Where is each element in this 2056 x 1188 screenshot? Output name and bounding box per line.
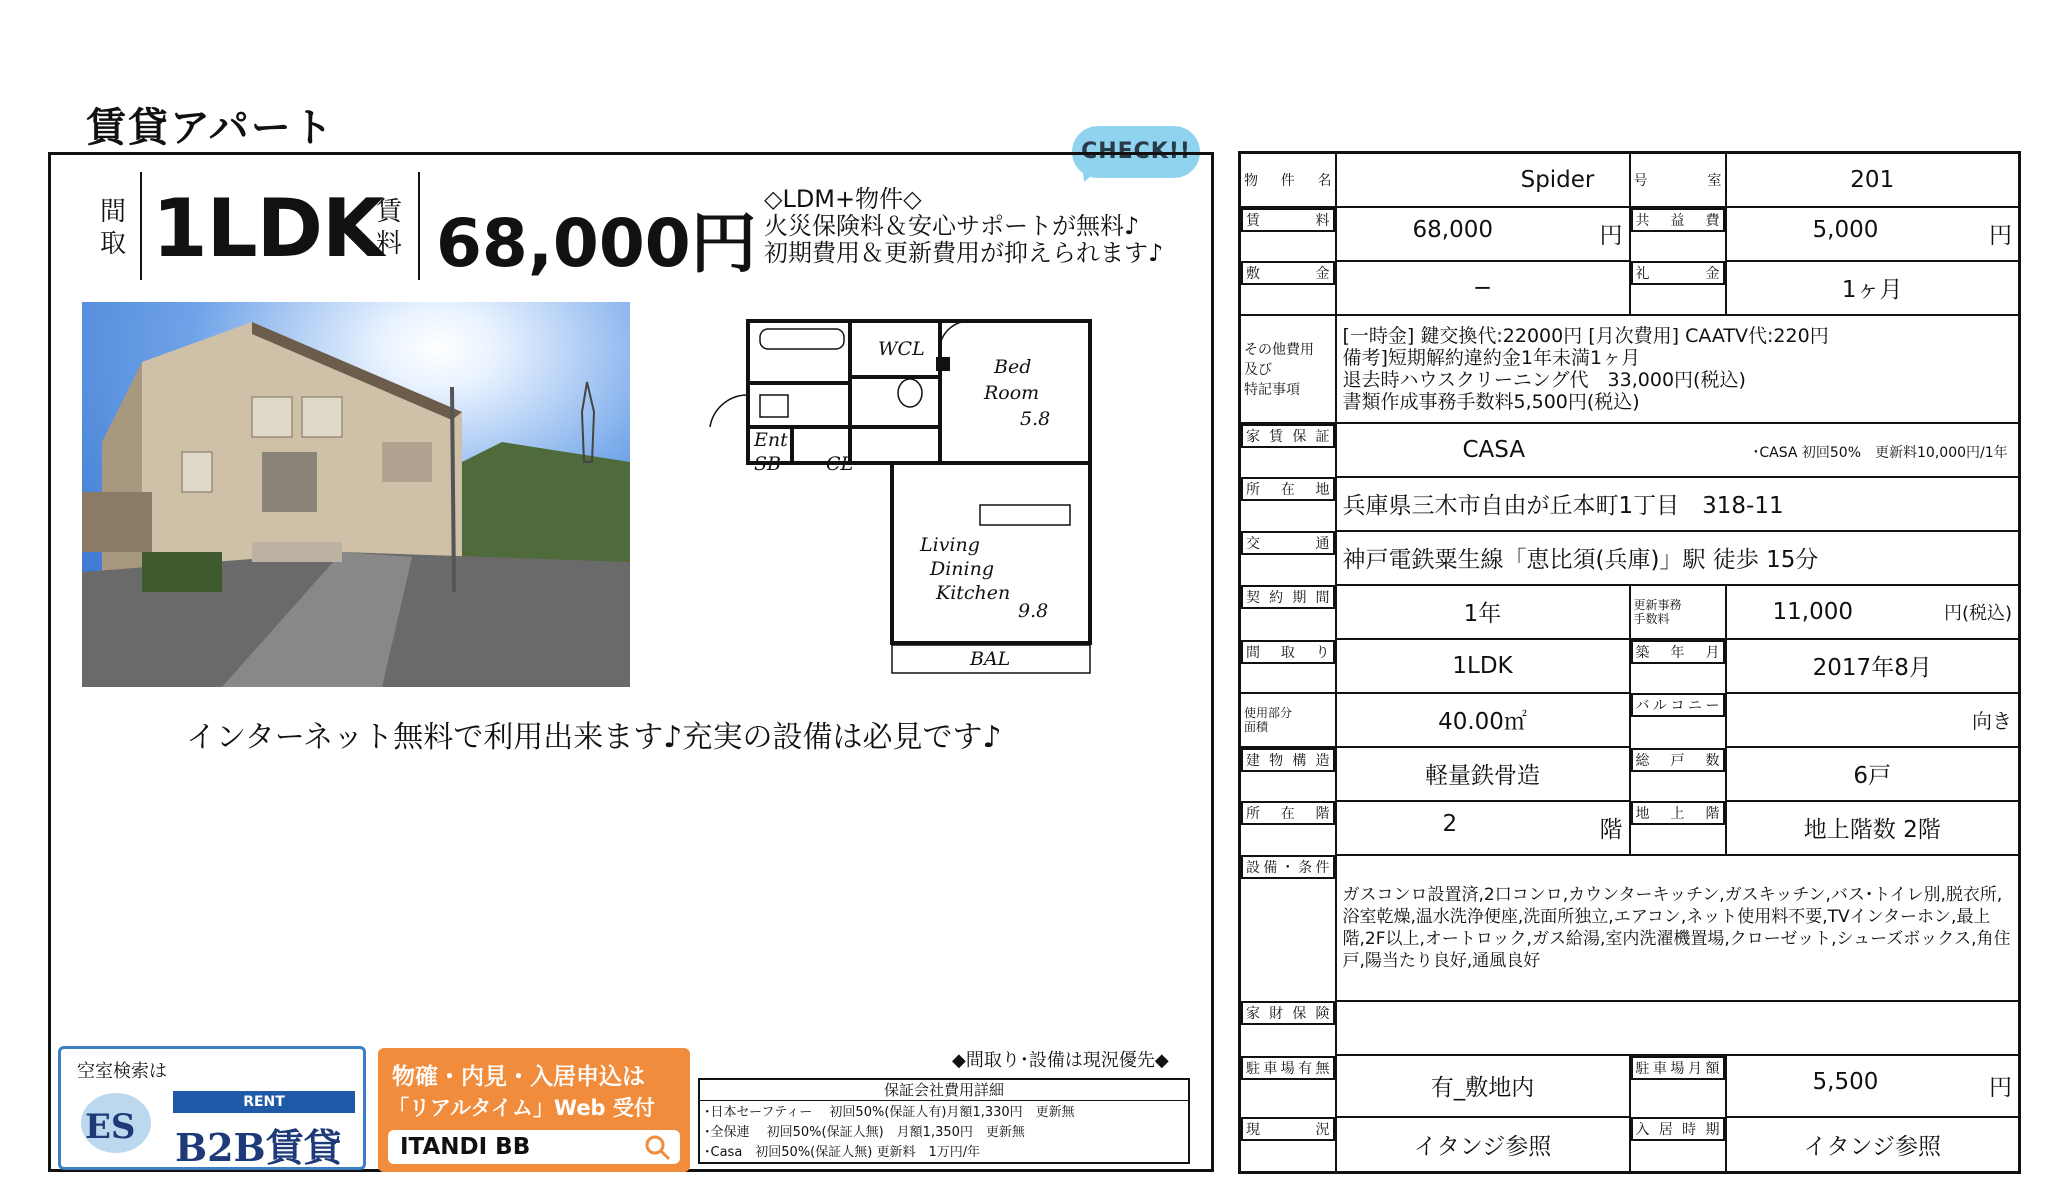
built-label: 築 年 月 — [1631, 640, 1725, 664]
property-name-label: 物 件 名 — [1240, 153, 1336, 207]
guarantee-line: ･全保連 初回50%(保証人無) 月額1,350円 更新無 — [704, 1125, 1025, 1140]
parking-fee-label: 駐 車 場 月 額 — [1631, 1056, 1725, 1080]
area-label: 使用部分 面積 — [1240, 693, 1336, 747]
status-value: イタンジ参照 — [1336, 1117, 1630, 1173]
page-title: 賃貸アパート — [86, 105, 335, 151]
room-label: SB — [754, 453, 781, 475]
table-row — [1240, 639, 2020, 693]
rent-value: 68,000円 — [436, 205, 757, 282]
room-label: 5.8 — [1020, 408, 1051, 430]
other-fees: [一時金] 鍵交換代:22000円 [月次費用] CAATV代:220円 備考]短期解約違約金1年未満1ヶ月 退去時ハウスクリーニング代 33,000円(税込) 書類作成事務手数料5,500円(税込) — [1336, 315, 2020, 423]
table-row — [1240, 207, 2020, 261]
guarantee-title: 保証会社費用詳細 — [700, 1080, 1188, 1101]
rent-label: 賃 料 — [1241, 208, 1335, 232]
facilities-value: ガスコンロ設置済,2口コンロ,カウンターキッチン,ガスキッチン,バス･トイレ別,脱衣所,浴室乾燥,温水洗浄便座,洗面所独立,エアコン,ネット使用料不要,TVインターホン,最上階,2F以上,オートロック,ガス給湯,室内洗濯機置場,クローゼット,シューズボックス,角住戸,陽当たり良好,通風良好 — [1336, 855, 2020, 1001]
structure-label: 建 物 構 造 — [1241, 748, 1335, 772]
floor-value: 2 階 — [1336, 801, 1630, 855]
room-label: Dining — [930, 558, 995, 580]
itandi-banner[interactable] — [378, 1048, 690, 1172]
table-row — [1240, 315, 2020, 423]
room-label: Ent — [754, 429, 788, 451]
layout-value: 1LDK — [152, 182, 384, 275]
parking-fee-value: 5,500 円 — [1726, 1055, 2020, 1117]
table-row — [1240, 855, 2020, 1001]
itandi-line2: 「リアルタイム」Web 受付 — [388, 1096, 655, 1120]
renewal-fee-value: 11,000 円(税込) — [1726, 585, 2020, 639]
address-label: 所 在 地 — [1241, 477, 1335, 501]
es-caption: 空室検索は — [77, 1061, 167, 1082]
table-row — [1240, 693, 2020, 747]
structure-value: 軽量鉄骨造 — [1336, 747, 1630, 801]
guarantee-line: ･Casa 初回50%(保証人無) 更新料 1万円/年 — [704, 1145, 981, 1160]
search-icon — [644, 1134, 672, 1162]
key-money-value: 1ヶ月 — [1726, 261, 2020, 315]
move-in-value: イタンジ参照 — [1726, 1117, 2020, 1173]
table-row — [1240, 801, 2020, 855]
detail-table — [1238, 151, 2021, 1174]
room-label: WCL — [878, 338, 925, 360]
move-in-label: 入 居 時 期 — [1631, 1117, 1725, 1141]
tagline: インターネット無料で利用出来ます♪充実の設備は必見です♪ — [186, 720, 1002, 755]
feature-line: ◇LDM+物件◇ — [764, 185, 922, 213]
guarantor-label: 家 賃 保 証 — [1241, 424, 1335, 448]
feature-line: 初期費用＆更新費用が抑えられます♪ — [764, 239, 1164, 267]
es-logo: ES — [85, 1107, 136, 1147]
balcony-value: 向き — [1726, 693, 2020, 747]
deposit-value: − — [1336, 261, 1630, 315]
check-badge: CHECK!! — [1072, 126, 1200, 178]
building-photo — [82, 302, 630, 687]
rent-value: 68,000 円 — [1336, 207, 1630, 261]
contract-value: 1年 — [1336, 585, 1630, 639]
contract-label: 契 約 期 間 — [1241, 585, 1335, 609]
room-label: Room — [984, 382, 1040, 404]
above-value: 地上階数 2階 — [1726, 801, 2020, 855]
table-row — [1240, 153, 2020, 207]
transit-value: 神戸電鉄粟生線「恵比須(兵庫)」駅 徒歩 15分 — [1336, 531, 2020, 585]
status-label: 現 況 — [1241, 1117, 1335, 1141]
feature-list — [764, 186, 1163, 267]
balcony-label: バ ル コ ニ ー — [1631, 693, 1725, 717]
table-row — [1240, 261, 2020, 315]
notice: ◆間取り･設備は現況優先◆ — [952, 1050, 1169, 1071]
table-row — [1240, 585, 2020, 639]
room-number: 201 — [1726, 153, 2020, 207]
es-b2b-banner[interactable] — [58, 1046, 366, 1170]
deposit-label: 敷 金 — [1241, 261, 1335, 285]
table-row — [1240, 531, 2020, 585]
feature-line: 火災保険料＆安心サポートが無料♪ — [764, 212, 1140, 240]
key-money-label: 礼 金 — [1631, 261, 1725, 285]
property-name: Spider — [1336, 153, 1630, 207]
table-row — [1240, 477, 2020, 531]
guarantor-value: CASA ･CASA 初回50% 更新料10,000円/1年 — [1336, 423, 2020, 477]
above-label: 地 上 階 — [1631, 801, 1725, 825]
room-label: Living — [920, 534, 980, 556]
table-row — [1240, 747, 2020, 801]
table-row — [1240, 423, 2020, 477]
divider — [140, 172, 142, 280]
guarantee-box — [698, 1078, 1190, 1164]
area-value: 40.00㎡ — [1336, 693, 1630, 747]
parking-label: 駐 車 場 有 無 — [1241, 1056, 1335, 1080]
units-value: 6戸 — [1726, 747, 2020, 801]
other-fees-label: その他費用 及び 特記事項 — [1240, 315, 1336, 423]
transit-label: 交 通 — [1241, 531, 1335, 555]
floor-label: 所 在 階 — [1241, 801, 1335, 825]
common-fee-label: 共 益 費 — [1631, 208, 1725, 232]
renewal-fee-label: 更新事務 手数料 — [1630, 585, 1726, 639]
units-label: 総 戸 数 — [1631, 748, 1725, 772]
itandi-name: ITANDI BB — [400, 1134, 531, 1160]
divider — [418, 172, 420, 280]
built-value: 2017年8月 — [1726, 639, 2020, 693]
room-label: Kitchen — [936, 582, 1011, 604]
layout-label: 間 取 — [99, 197, 126, 259]
layout-value: 1LDK — [1336, 639, 1630, 693]
table-row — [1240, 1055, 2020, 1117]
room-label: BAL — [970, 648, 1011, 670]
es-rent-strip: RENT — [173, 1091, 355, 1113]
address-value: 兵庫県三木市自由が丘本町1丁目 318-11 — [1336, 477, 2020, 531]
parking-value: 有_敷地内 — [1336, 1055, 1630, 1117]
es-name: B2B賃貸 — [175, 1125, 342, 1170]
insurance-value — [1336, 1001, 2020, 1055]
facilities-label: 設 備 ・ 条 件 — [1241, 855, 1335, 879]
table-row — [1240, 1117, 2020, 1173]
room-label: CL — [826, 453, 854, 475]
common-fee-value: 5,000 円 — [1726, 207, 2020, 261]
table-row — [1240, 1001, 2020, 1055]
room-label: Bed — [994, 356, 1032, 378]
itandi-line1: 物確・内見・入居申込は — [392, 1064, 645, 1090]
guarantee-line: ･日本セーフティー 初回50%(保証人有)月額1,330円 更新無 — [704, 1105, 1075, 1120]
room-label: 号 室 — [1630, 153, 1726, 207]
insurance-label: 家 財 保 険 — [1241, 1001, 1335, 1025]
rent-label: 賃 料 — [375, 197, 402, 259]
floor-plan — [700, 315, 1120, 677]
layout-label: 間 取 り — [1241, 640, 1335, 664]
room-label: 9.8 — [1018, 600, 1049, 622]
